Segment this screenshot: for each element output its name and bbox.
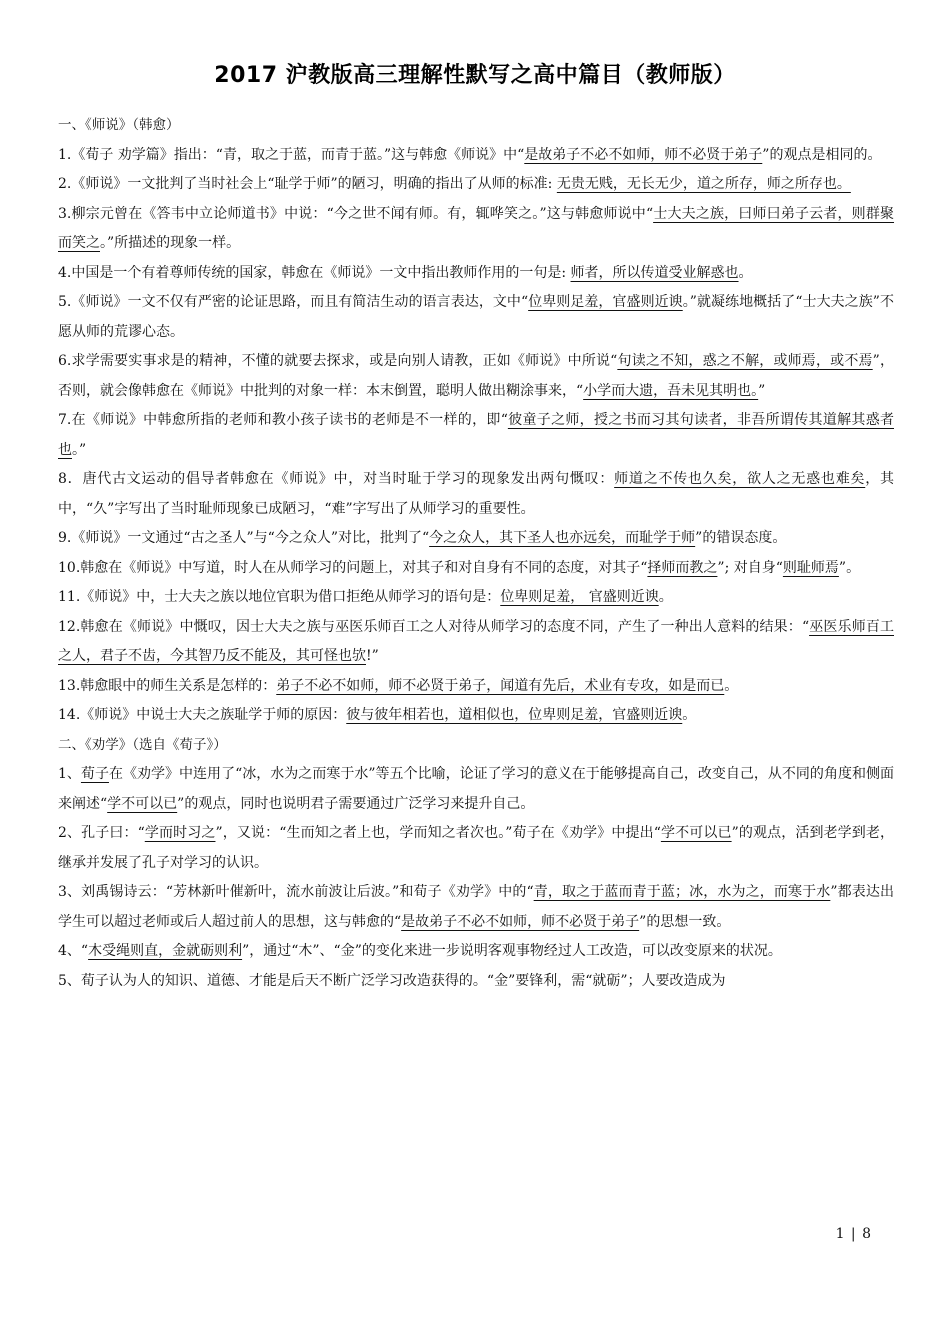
question-text: 10.韩愈在《师说》中写道，时人在从师学习的问题上，对其子和对自身有不同的态度，对其子“ <box>58 559 648 576</box>
question-item <box>58 288 894 347</box>
answer-text: 荀子 <box>80 766 109 782</box>
question-text: ”，又说：“生而知之者上也，学而知之者次也。”荀子在《劝学》中提出“ <box>215 825 661 841</box>
question-text: 5.《师说》一文不仅有严密的论证思路，而且有简洁生动的语言表达，文中“ <box>58 294 529 310</box>
question-item <box>58 613 894 672</box>
question-item <box>58 554 894 584</box>
answer-text: 学而时习之 <box>144 825 216 841</box>
question-text: 在《劝学》中连用了“冰，水为之而寒于水”等五个比喻，论证了学习的意义在于能够提高自己，改变自己，从不同的角度和侧面来阐述“ <box>58 766 894 812</box>
question-item <box>58 937 894 967</box>
answer-text: 弟子不必不如师，师不必贤于弟子，闻道有先后，术业有专攻，如是而已 <box>276 677 725 694</box>
question-text: ”都表达出学生可以超过老师或后人超过前人的思想，这与韩愈的“ <box>58 884 894 930</box>
question-text: 7.在《师说》中韩愈所指的老师和教小孩子读书的老师是不一样的，即“ <box>58 412 508 428</box>
answer-text: 青，取之于蓝而青于蓝；冰，水为之，而寒于水 <box>533 884 831 900</box>
question-text: ” <box>758 382 766 399</box>
question-text: 。 <box>682 707 697 723</box>
question-text: 3、刘禹锡诗云：“芳林新叶催新叶，流水前波让后波。”和荀子《劝学》中的“ <box>58 884 534 900</box>
question-text: ”，通过“木”、“金”的变化来进一步说明客观事物经过人工改造，可以改变原来的状况。 <box>242 943 782 959</box>
question-item <box>58 672 894 702</box>
section-heading: 一、《师说》（韩愈） <box>58 117 180 133</box>
question-item <box>58 259 894 289</box>
question-item <box>58 200 894 259</box>
answer-text: 无贵无贱，无长无少，道之所存，师之所存也。 <box>556 176 851 192</box>
question-text: 。 <box>658 589 673 605</box>
question-text: 11.《师说》中，士大夫之族以地位官职为借口拒绝从师学习的语句是： <box>58 589 501 605</box>
answer-text: 是故弟子不必不如师，师不必贤于弟子 <box>524 146 763 163</box>
question-item <box>58 760 894 819</box>
question-item <box>58 878 894 937</box>
question-text: ”的观点，同时也说明君子需要通过广泛学习来提升自己。 <box>177 795 535 812</box>
question-item <box>58 170 894 200</box>
question-item <box>58 524 894 554</box>
question-text: ”的观点是相同的。 <box>762 146 882 163</box>
question-text: 9.《师说》一文通过“古之圣人”与“今之众人”对比，批判了“ <box>58 530 430 546</box>
answer-text: 位卑则足羞， 官盛则近谀 <box>500 589 659 605</box>
answer-text: 小学而大遗，吾未见其明也。 <box>583 382 759 399</box>
question-item <box>58 347 894 406</box>
answer-text: 则耻师焉 <box>782 559 839 576</box>
question-text: 4、“ <box>58 943 89 959</box>
question-text: 。 <box>738 264 753 281</box>
answer-text: 位卑则足羞，官盛则近谀 <box>528 294 683 310</box>
answer-text: 句读之不知，惑之不解，或师焉，或不焉 <box>617 353 873 369</box>
question-item <box>58 701 894 731</box>
answer-text: 士大夫之族，曰师曰弟子云者，则群聚而笑之 <box>58 205 895 251</box>
question-text: 。 <box>724 677 739 694</box>
question-item <box>58 583 894 613</box>
answer-text: 今之众人，其下圣人也亦远矣，而耻学于师 <box>429 530 696 546</box>
answer-text: 学不可以已 <box>107 795 178 812</box>
question-text: 。”就凝练地概括了“士大夫之族”不愿从师的荒谬心态。 <box>58 294 894 340</box>
question-text: 13.韩愈眼中的师生关系是怎样的： <box>58 677 277 694</box>
question-text: ”的思想一致。 <box>639 913 731 930</box>
question-text: 。”所描述的现象一样。 <box>100 235 241 251</box>
question-text: 1、 <box>58 766 81 782</box>
question-item <box>58 819 894 878</box>
question-text: 8．唐代古文运动的倡导者韩愈在《师说》中，对当时耻于学习的现象发出两句慨叹： <box>58 471 615 487</box>
question-text: ”。 <box>838 559 861 576</box>
answer-text: 彼与彼年相若也，道相似也，位卑则足羞，官盛则近谀 <box>346 707 683 723</box>
section-heading: 二、《劝学》（选自《荀子》） <box>58 736 227 753</box>
question-text: ”; 对自身“ <box>717 559 783 576</box>
question-text: 。” <box>72 441 87 458</box>
question-item <box>58 141 894 171</box>
page-number: 1 | 8 <box>835 1226 872 1242</box>
answer-text: 师者，所以传道受业解惑也 <box>570 264 739 281</box>
answer-text: 巫医乐师百工之人，君子不齿，今其智乃反不能及，其可怪也欤 <box>58 618 894 664</box>
answer-text: 学不可以已 <box>660 825 732 841</box>
question-item <box>58 406 894 465</box>
page-title: 2017 沪教版高三理解性默写之高中篇目（教师版） <box>214 63 736 88</box>
answer-text: 择师而教之 <box>647 559 718 576</box>
question-text: 3.柳宗元曾在《答韦中立论师道书》中说：“今之世不闻有师。有，辄哗笑之。”这与韩愈师说中“ <box>58 205 654 222</box>
question-text: 2.《师说》一文批判了当时社会上“耻学于师”的陋习，明确的指出了从师的标准: <box>58 176 557 192</box>
question-text: ，其中，“久”字写出了当时耻师现象已成陋习，“难”字写出了从师学习的重要性。 <box>58 471 895 517</box>
question-text: 5、荀子认为人的知识、道德、才能是后天不断广泛学习改造获得的。“金”要锋利，需“就砺”；人要改造成为 <box>58 972 726 989</box>
question-item <box>58 465 894 524</box>
question-text: ”，否则，就会像韩愈在《师说》中批判的对象一样：本末倒置，聪明人做出糊涂事来，“ <box>58 353 895 399</box>
question-text: ”的错误态度。 <box>695 530 787 546</box>
question-text: 1.《荀子 劝学篇》指出：“青，取之于蓝，而青于蓝。”这与韩愈《师说》中“ <box>58 146 525 163</box>
answer-text: 彼童子之师，授之书而习其句读者，非吾所谓传其道解其惑者也 <box>58 412 894 458</box>
question-text: !” <box>366 648 379 664</box>
question-text: ”的观点，活到老学到老，继承并发展了孔子对学习的认识。 <box>58 825 895 871</box>
question-text: 12.韩愈在《师说》中慨叹，因士大夫之族与巫医乐师百工之人对待从师学习的态度不同，产生了一种出人意料的结果：“ <box>58 618 810 635</box>
document-body <box>58 111 894 996</box>
question-text: 4.中国是一个有着尊师传统的国家，韩愈在《师说》一文中指出教师作用的一句是: <box>58 264 571 281</box>
answer-text: 木受绳则直，金就砺则利 <box>88 943 243 959</box>
answer-text: 是故弟子不必不如师，师不必贤于弟子 <box>401 913 640 930</box>
answer-text: 师道之不传也久矣，欲人之无惑也难矣 <box>614 471 866 487</box>
question-item <box>58 967 894 997</box>
question-text: 2、孔子曰：“ <box>58 825 145 841</box>
question-text: 14.《师说》中说士大夫之族耻学于师的原因： <box>58 707 347 723</box>
question-text: 6.求学需要实事求是的精神，不懂的就要去探求，或是向别人请教，正如《师说》中所说“ <box>58 353 618 369</box>
